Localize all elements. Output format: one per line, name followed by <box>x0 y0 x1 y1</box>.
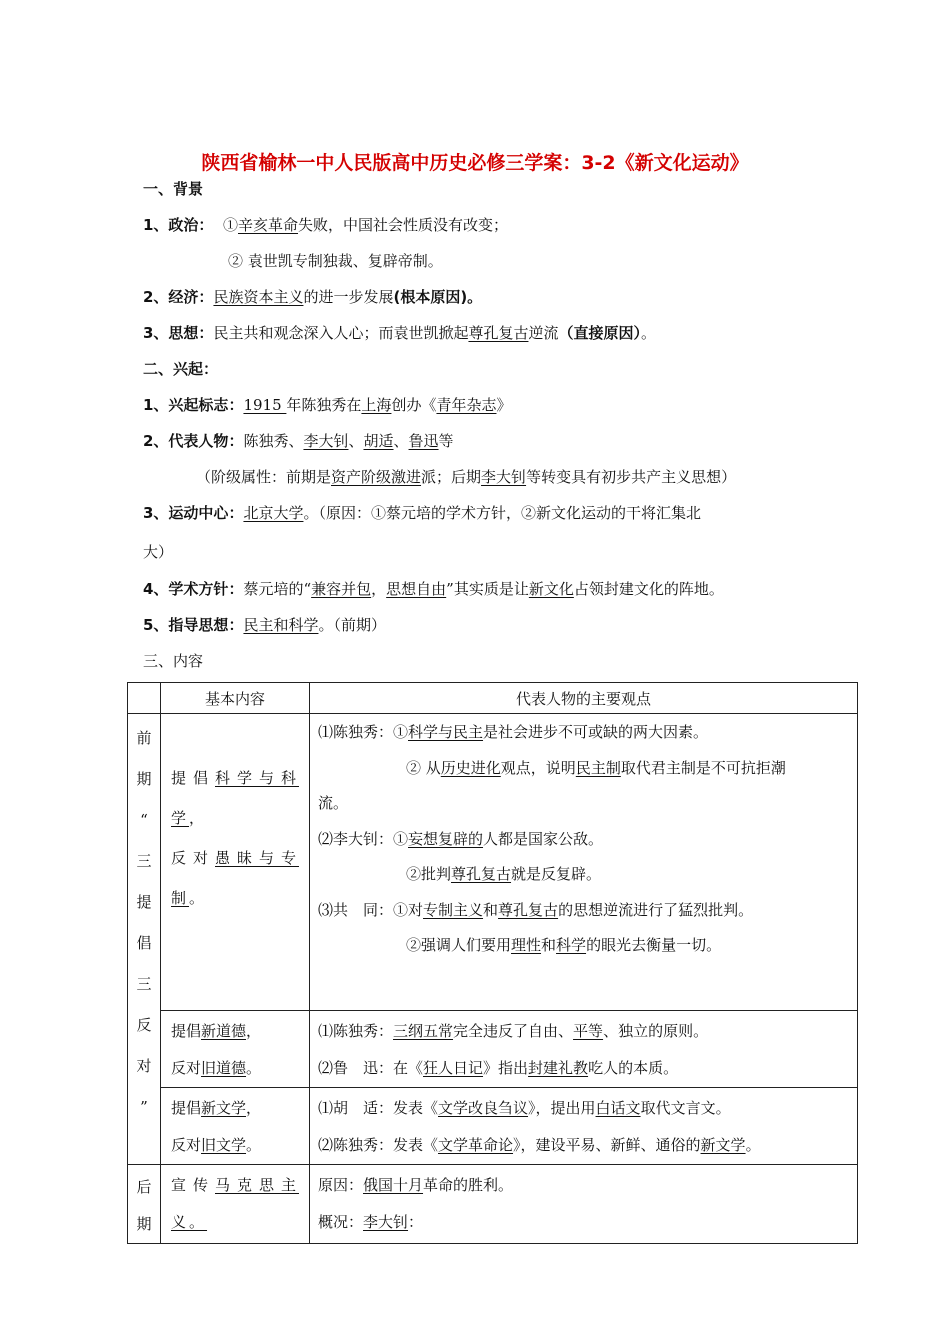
view-line <box>318 857 849 893</box>
keyword: 专制主义 <box>423 900 484 919</box>
header-empty-cell <box>128 683 161 714</box>
keyword: 胡适 <box>363 432 394 450</box>
views-literature-cell <box>310 1088 858 1165</box>
keyword: 新文学 <box>700 1136 746 1154</box>
policy-line <box>143 578 724 599</box>
keyword: 旧文学 <box>201 1136 247 1154</box>
text: 逆流 <box>528 324 559 342</box>
page-title: 陕西省榆林一中人民版高中历史必修三学案：3-2《新文化运动》 <box>201 152 749 174</box>
text: ② 从 <box>406 758 441 777</box>
politics-line-2: ② 袁世凯专制独裁、复辟帝制。 <box>228 252 443 270</box>
keyword: 马克思主义 <box>171 1176 299 1231</box>
note: （直接原因） <box>558 324 641 342</box>
text: ⑴胡 适：发表《 <box>318 1099 439 1117</box>
text: 吃人的本质。 <box>588 1059 679 1077</box>
text: 。 <box>246 1136 262 1154</box>
text: 等 <box>438 432 454 450</box>
keyword: 兼容并包 <box>311 580 372 598</box>
thought-line <box>143 322 656 343</box>
text: 的进一步发展 <box>303 288 394 306</box>
keyword: 民主和科学 <box>243 616 319 634</box>
center-line <box>143 502 701 523</box>
text: 、独立的原则。 <box>603 1022 709 1040</box>
text: 创办《 <box>391 396 437 414</box>
people-label: 2、代表人物： <box>143 432 244 450</box>
text: ⑵鲁 迅：在《 <box>318 1059 424 1077</box>
economy-label: 2、经济： <box>143 288 214 306</box>
text: 陈独秀、 <box>243 432 304 450</box>
guide-line <box>143 614 386 635</box>
text: 》指出 <box>483 1059 529 1077</box>
view-line <box>318 1127 849 1164</box>
text: 和 <box>483 900 499 919</box>
keyword: 平等 <box>573 1022 604 1040</box>
keyword: 理性 <box>511 936 542 954</box>
text: 提倡 <box>171 1099 202 1117</box>
text: 。（前期） <box>318 616 386 634</box>
text: 。（原因：①蔡元培的学术方针，②新文化运动的干将汇集北 <box>303 504 701 522</box>
text: ⑵陈独秀：发表《 <box>318 1136 439 1154</box>
basic-morality-cell <box>161 1011 310 1088</box>
note: (根本原因)。 <box>393 288 483 306</box>
header-main-views: 代表人物的主要观点 <box>310 683 858 714</box>
text: ， <box>246 1099 262 1117</box>
text: ： <box>408 1213 424 1231</box>
text: ⑶共 同：①对 <box>318 900 424 919</box>
section-heading-content: 三、内容 <box>143 652 204 670</box>
view-line <box>318 1090 849 1127</box>
politics-line-1 <box>143 214 508 235</box>
text: ⑴陈独秀：① <box>318 723 409 741</box>
vchar: 对 <box>136 1057 152 1075</box>
thought-label: 3、思想： <box>143 324 214 342</box>
keyword: 上海 <box>361 396 392 414</box>
text: 年陈独秀在 <box>286 396 362 414</box>
text: 人都是国家公敌。 <box>483 829 604 848</box>
text: 就是反复辟。 <box>511 865 602 883</box>
keyword: 资产阶级激进 <box>331 468 422 486</box>
vchar: “ <box>140 811 148 829</box>
text: 原因： <box>318 1176 364 1194</box>
vchar: ” <box>140 1098 148 1116</box>
text: 提倡 <box>171 769 215 787</box>
keyword: 旧道德 <box>201 1059 247 1077</box>
text: ②批判 <box>406 865 452 883</box>
keyword: 李大钊 <box>481 468 527 486</box>
text: 、 <box>393 432 409 450</box>
people-line <box>143 430 454 451</box>
text: 派；后期 <box>421 468 482 486</box>
keyword: 愚昧与专制 <box>171 849 299 907</box>
vchar: 三 <box>136 975 152 993</box>
keyword: 北京大学 <box>243 504 304 522</box>
keyword: 封建礼教 <box>528 1059 589 1077</box>
vchar: 期 <box>136 770 152 788</box>
guide-label: 5、指导思想： <box>143 616 244 634</box>
text: ， <box>371 580 387 598</box>
keyword: 辛亥革命 <box>238 216 299 234</box>
keyword: 民族资本主义 <box>213 288 304 306</box>
text: 取代君主制是不可抗拒潮 <box>620 758 786 777</box>
text: 的思想逆流进行了猛烈批判。 <box>558 900 754 919</box>
keyword: 新文化 <box>528 580 574 598</box>
text: ， <box>189 809 208 827</box>
text: 反对 <box>171 1059 202 1077</box>
views-morality-cell <box>310 1011 858 1088</box>
view-line <box>318 751 849 787</box>
view-line <box>318 893 849 929</box>
text: ⑵李大钊：① <box>318 829 409 848</box>
basic-science-cell <box>161 714 310 1011</box>
keyword: 李大钊 <box>363 1213 409 1231</box>
text: 的眼光去衡量一切。 <box>586 936 722 954</box>
keyword: 科学与科学 <box>171 769 299 827</box>
text: （阶级属性：前期是 <box>196 468 332 486</box>
view-line <box>318 1204 849 1241</box>
vchar: 期 <box>136 1215 152 1233</box>
keyword: 科学 <box>556 936 587 954</box>
text: 失败，中国社会性质没有改变； <box>298 216 509 234</box>
class-line <box>196 466 736 487</box>
text: ， <box>246 1022 262 1040</box>
keyword: 白话文 <box>595 1099 641 1117</box>
keyword: 文学改良刍议 <box>438 1099 529 1117</box>
keyword: 民主制 <box>575 758 621 777</box>
text: 占领封建文化的阵地。 <box>573 580 724 598</box>
text: 概况： <box>318 1213 364 1231</box>
keyword: 尊孔复古 <box>498 900 559 919</box>
text: 》，提出用 <box>528 1099 596 1117</box>
keyword: 思想自由 <box>386 580 447 598</box>
text: ⑴陈独秀： <box>318 1022 394 1040</box>
view-line <box>318 1013 849 1050</box>
table-row <box>128 1165 858 1244</box>
view-line <box>318 822 849 858</box>
text: 。 <box>189 889 208 907</box>
view-line <box>318 715 849 751</box>
basic-literature-cell <box>161 1088 310 1165</box>
center-line-2: 大） <box>143 543 174 561</box>
header-basic-content: 基本内容 <box>161 683 310 714</box>
politics-label: 1、政治： <box>143 216 214 234</box>
keyword: 。 <box>189 1213 208 1231</box>
text: 。 <box>641 324 657 342</box>
view-line <box>318 1050 849 1087</box>
table-row <box>128 1011 858 1088</box>
keyword: 历史进化 <box>440 758 501 777</box>
views-science-cell <box>310 714 858 1011</box>
keyword: 新文学 <box>201 1099 247 1117</box>
vchar: 倡 <box>136 934 152 952</box>
keyword: 三纲五常 <box>393 1022 454 1040</box>
keyword: 青年杂志 <box>436 396 497 414</box>
view-line <box>318 1167 849 1204</box>
vchar: 反 <box>136 1016 152 1034</box>
keyword: 新道德 <box>201 1022 247 1040</box>
basic-marxism-cell <box>161 1165 310 1244</box>
keyword: 1915 <box>243 396 287 414</box>
vchar: 后 <box>136 1178 152 1196</box>
text: 民主共和观念深入人心；而袁世凯掀起 <box>213 324 469 342</box>
text: 反对 <box>171 1136 202 1154</box>
keyword: 尊孔复古 <box>468 324 529 342</box>
text: 》，建设平易、新鲜、通俗的 <box>513 1136 701 1154</box>
num: ① <box>222 216 238 234</box>
table-row <box>128 714 858 1011</box>
text: 等转变具有初步共产主义思想） <box>526 468 737 486</box>
center-label: 3、运动中心： <box>143 504 244 522</box>
keyword: 妄想复辟的 <box>408 829 484 848</box>
content-table <box>127 682 858 1244</box>
text: ②强调人们要用 <box>406 936 512 954</box>
vchar: 前 <box>136 729 152 747</box>
section-heading-rise: 二、兴起： <box>143 360 219 378</box>
view-line: 流。 <box>318 794 349 812</box>
mark-label: 1、兴起标志： <box>143 396 244 414</box>
keyword: 文学革命论 <box>438 1136 514 1154</box>
keyword: 狂人日记 <box>423 1059 484 1077</box>
views-marxism-cell <box>310 1165 858 1244</box>
text: 宣传 <box>171 1176 215 1194</box>
keyword: 鲁迅 <box>408 432 439 450</box>
text: 蔡元培的“ <box>243 580 312 598</box>
text: 。 <box>745 1136 761 1154</box>
text: 反对 <box>171 849 215 867</box>
text: 观点，说明 <box>500 758 576 777</box>
economy-line <box>143 286 482 307</box>
text: 》 <box>496 396 512 414</box>
keyword: 尊孔复古 <box>451 865 512 883</box>
early-period-cell <box>128 714 161 1165</box>
text: 、 <box>348 432 364 450</box>
keyword: 俄国十月 <box>363 1176 424 1194</box>
text: 提倡 <box>171 1022 202 1040</box>
policy-label: 4、学术方针： <box>143 580 244 598</box>
vchar: 三 <box>136 852 152 870</box>
text: 是社会进步不可或缺的两大因素。 <box>483 723 709 741</box>
view-line <box>318 928 849 964</box>
text: 。 <box>246 1059 262 1077</box>
keyword: 李大钊 <box>303 432 349 450</box>
table-row <box>128 1088 858 1165</box>
text: 革命的胜利。 <box>423 1176 514 1194</box>
section-heading-background: 一、背景 <box>143 180 204 198</box>
table-header-row <box>128 683 858 714</box>
late-period-cell <box>128 1165 161 1244</box>
mark-line <box>143 394 511 415</box>
text: ”其实质是让 <box>446 580 529 598</box>
keyword: 科学与民主 <box>408 723 484 741</box>
text: 取代文言文。 <box>640 1099 731 1117</box>
text: 完全违反了自由、 <box>453 1022 574 1040</box>
text: 和 <box>541 936 557 954</box>
vchar: 提 <box>136 893 152 911</box>
